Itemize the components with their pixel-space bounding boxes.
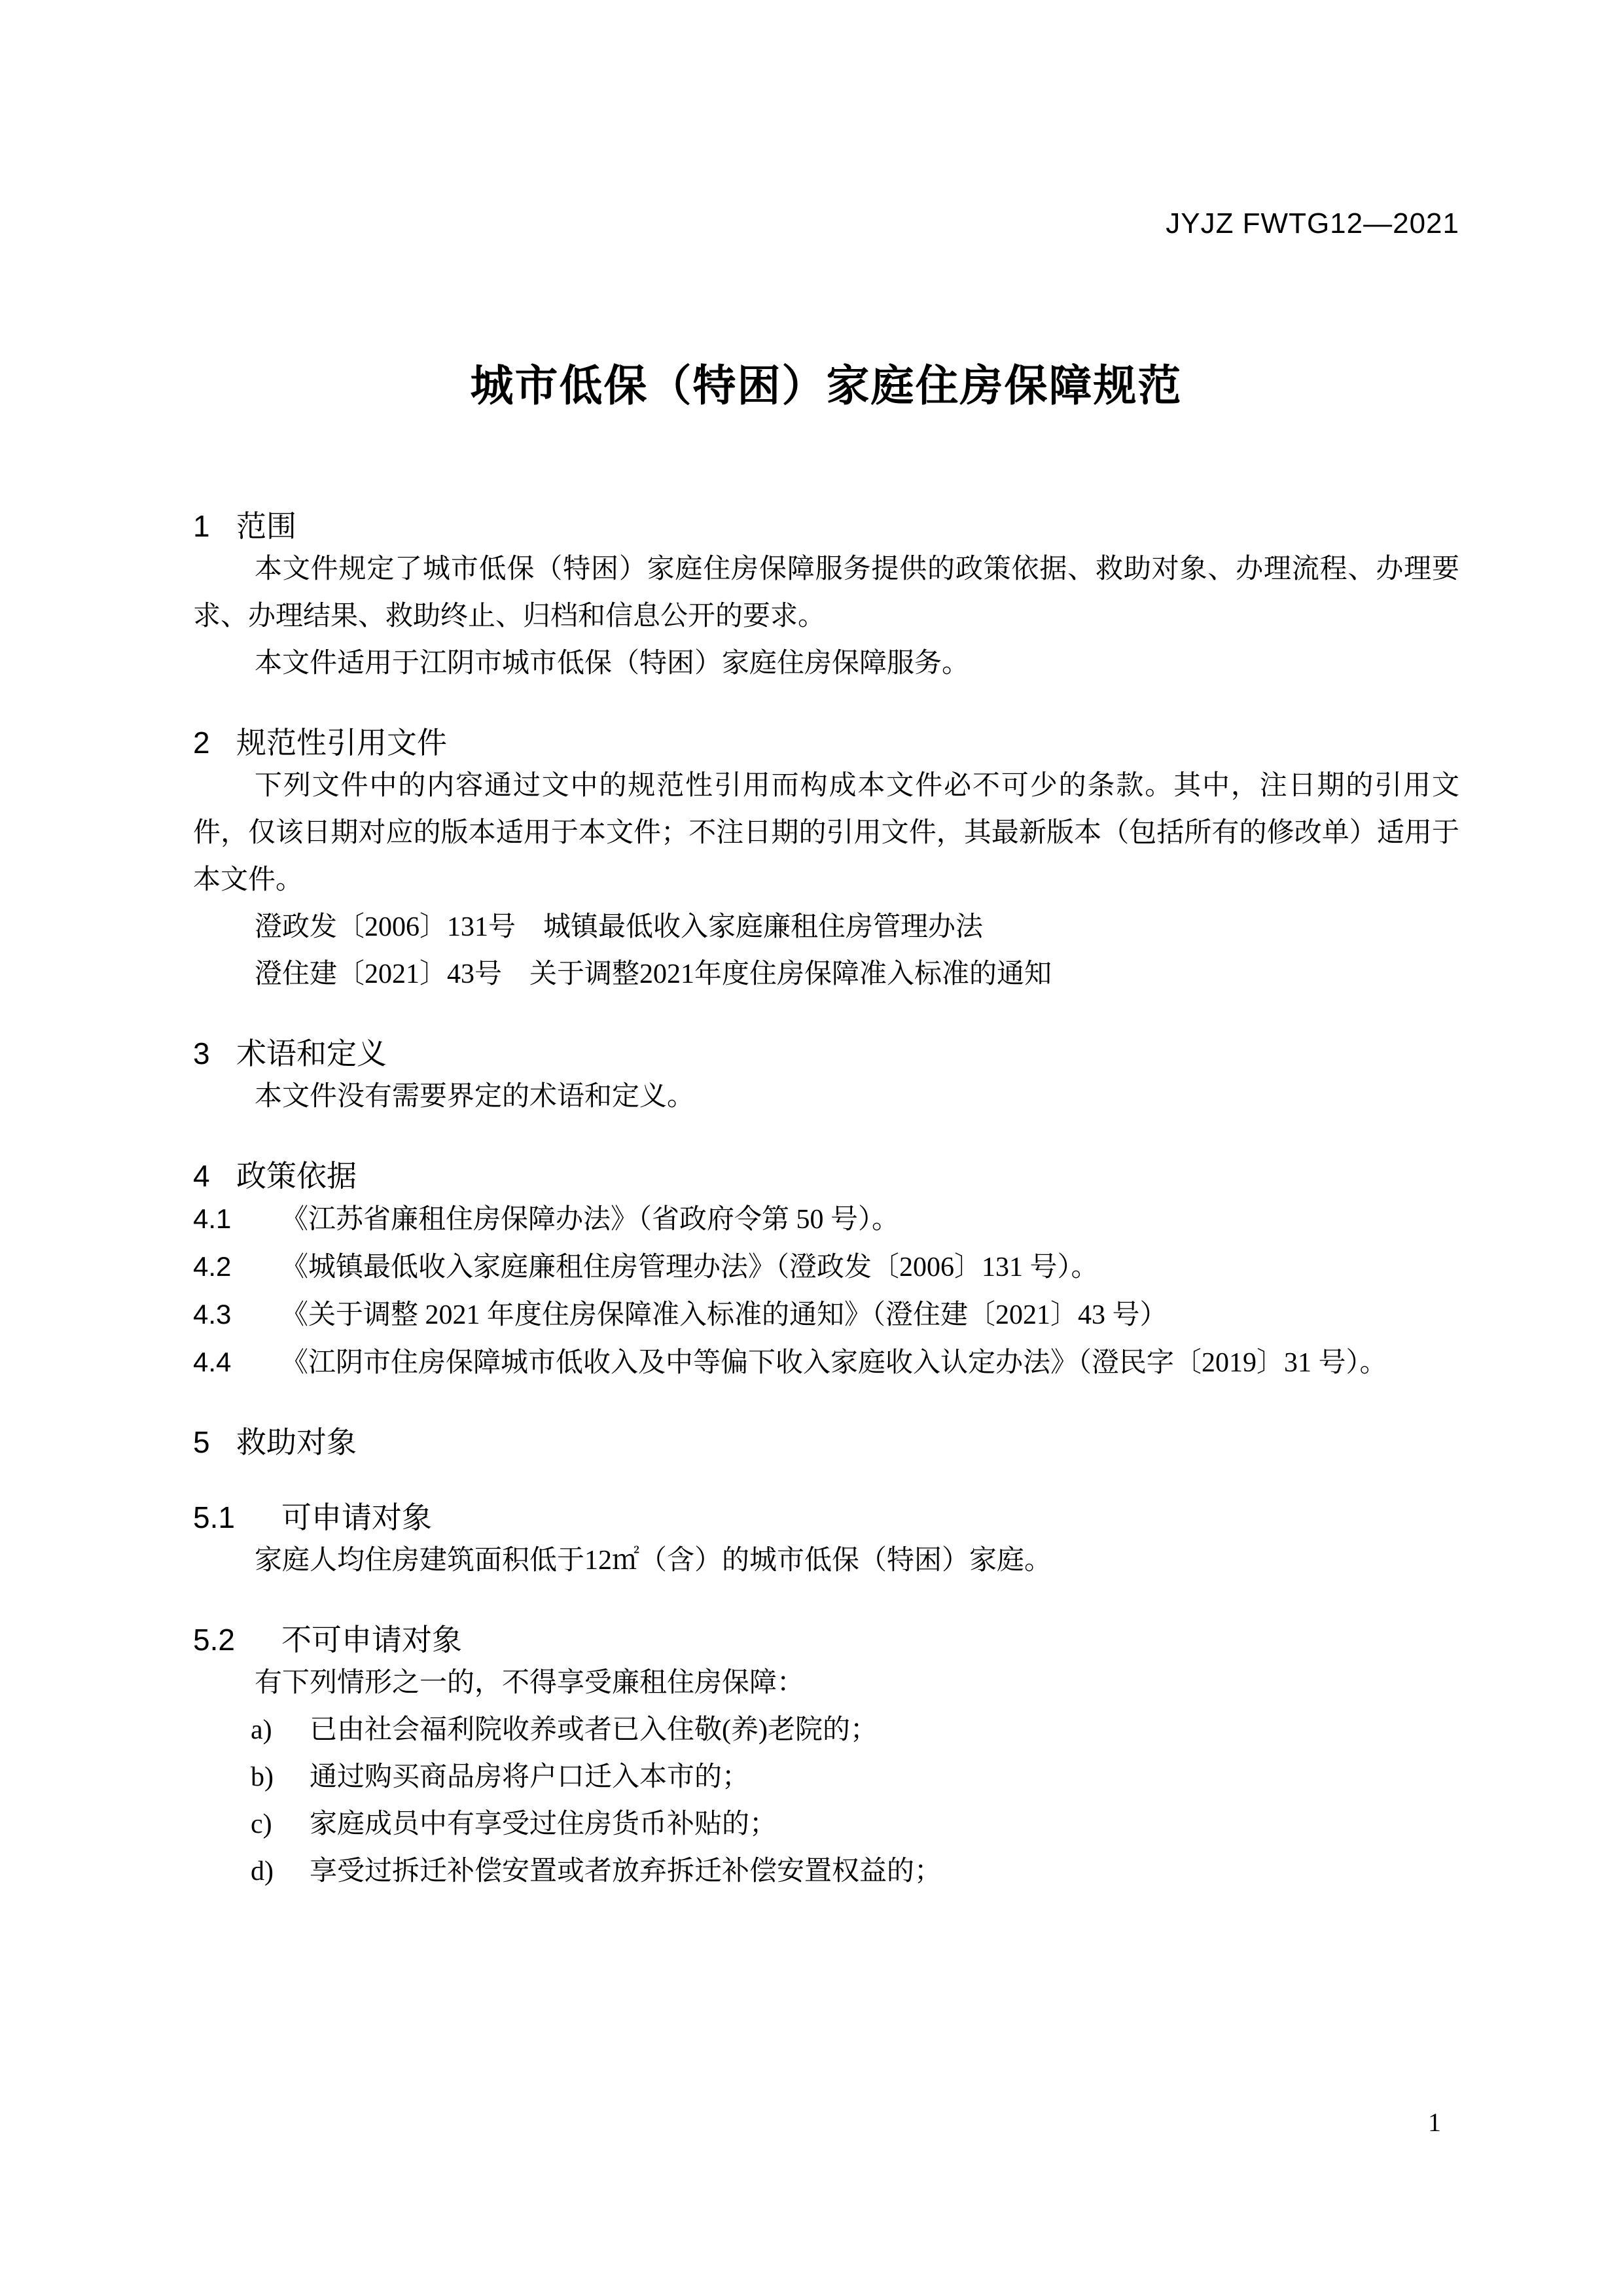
clause-text: 《江阴市住房保障城市低收入及中等偏下收入家庭收入认定办法》（澄民字〔2019〕31 号）。 — [281, 1348, 1387, 1378]
list-item — [193, 1801, 1459, 1848]
list-item — [193, 1706, 1459, 1754]
section-5-number: 5 — [193, 1425, 210, 1459]
document-title: 城市低保（特困）家庭住房保障规范 — [470, 361, 1183, 410]
section-2-number: 2 — [193, 726, 210, 760]
section-5-1-number: 5.1 — [193, 1500, 235, 1534]
clause-number: 4.4 — [193, 1347, 232, 1377]
section-5-2-number: 5.2 — [193, 1623, 235, 1657]
section-4-heading — [193, 1156, 1459, 1195]
clause-number: 4.2 — [193, 1251, 232, 1282]
list-marker: a) — [251, 1715, 272, 1745]
section-5-2-title: 不可申请对象 — [281, 1623, 462, 1657]
section-4-title: 政策依据 — [236, 1159, 357, 1193]
section-3-heading — [193, 1034, 1459, 1073]
clause-item — [193, 1339, 1459, 1386]
clause-number: 4.1 — [193, 1203, 232, 1234]
clause-item — [193, 1291, 1459, 1339]
section-2-title: 规范性引用文件 — [236, 726, 447, 760]
clause-text: 《城镇最低收入家庭廉租住房管理办法》（澄政发〔2006〕131 号）。 — [281, 1252, 1099, 1282]
section-5-2-heading — [193, 1620, 1459, 1659]
clause-item — [193, 1195, 1459, 1243]
paragraph: 本文件适用于江阴市城市低保（特困）家庭住房保障服务。 — [255, 648, 970, 679]
section-3-title: 术语和定义 — [236, 1036, 387, 1070]
section-5-1-title: 可申请对象 — [281, 1500, 432, 1534]
list-marker: c) — [251, 1809, 272, 1839]
list-item — [193, 1848, 1459, 1895]
section-1-title: 范围 — [236, 509, 296, 543]
list-text: 通过购买商品房将户口迁入本市的； — [310, 1762, 750, 1792]
paragraph: 家庭人均住房建筑面积低于12㎡（含）的城市低保（特困）家庭。 — [255, 1545, 1052, 1576]
clause-item — [193, 1243, 1459, 1291]
section-1-heading — [193, 506, 1459, 546]
list-item — [193, 1754, 1459, 1801]
page-number: 1 — [1428, 2108, 1441, 2137]
clause-number: 4.3 — [193, 1299, 232, 1330]
list-marker: b) — [251, 1762, 274, 1792]
section-2-heading — [193, 723, 1459, 762]
section-4-number: 4 — [193, 1159, 210, 1193]
section-3-number: 3 — [193, 1036, 210, 1070]
list-intro: 有下列情形之一的，不得享受廉租住房保障： — [255, 1668, 805, 1698]
section-5-1-heading — [193, 1498, 1459, 1537]
clause-text: 《关于调整 2021 年度住房保障准入标准的通知》（澄住建〔2021〕43 号） — [281, 1300, 1168, 1330]
section-5-title: 救助对象 — [236, 1425, 357, 1459]
paragraph: 本文件规定了城市低保（特困）家庭住房保障服务提供的政策依据、救助对象、办理流程、办理要求、办理结果、救助终止、归档和信息公开的要求。 — [193, 554, 1459, 631]
clause-text: 《江苏省廉租住房保障办法》（省政府令第 50 号）。 — [281, 1205, 900, 1235]
reference-item: 澄政发〔2006〕131号 城镇最低收入家庭廉租住房管理办法 — [255, 912, 984, 942]
list-marker: d) — [251, 1856, 274, 1886]
standard-code: JYJZ FWTG12—2021 — [1166, 207, 1459, 239]
list-text: 已由社会福利院收养或者已入住敬(养)老院的； — [310, 1715, 878, 1745]
reference-item: 澄住建〔2021〕43号 关于调整2021年度住房保障准入标准的通知 — [255, 959, 1052, 989]
paragraph: 下列文件中的内容通过文中的规范性引用而构成本文件必不可少的条款。其中，注日期的引用文件，仅该日期对应的版本适用于本文件；不注日期的引用文件，其最新版本（包括所有的修改单）适用于本文件。 — [193, 771, 1459, 895]
paragraph: 本文件没有需要界定的术语和定义。 — [255, 1082, 695, 1112]
list-text: 家庭成员中有享受过住房货币补贴的； — [310, 1809, 777, 1839]
list-text: 享受过拆迁补偿安置或者放弃拆迁补偿安置权益的； — [310, 1856, 942, 1886]
section-1-number: 1 — [193, 509, 210, 543]
section-5-heading — [193, 1422, 1459, 1462]
